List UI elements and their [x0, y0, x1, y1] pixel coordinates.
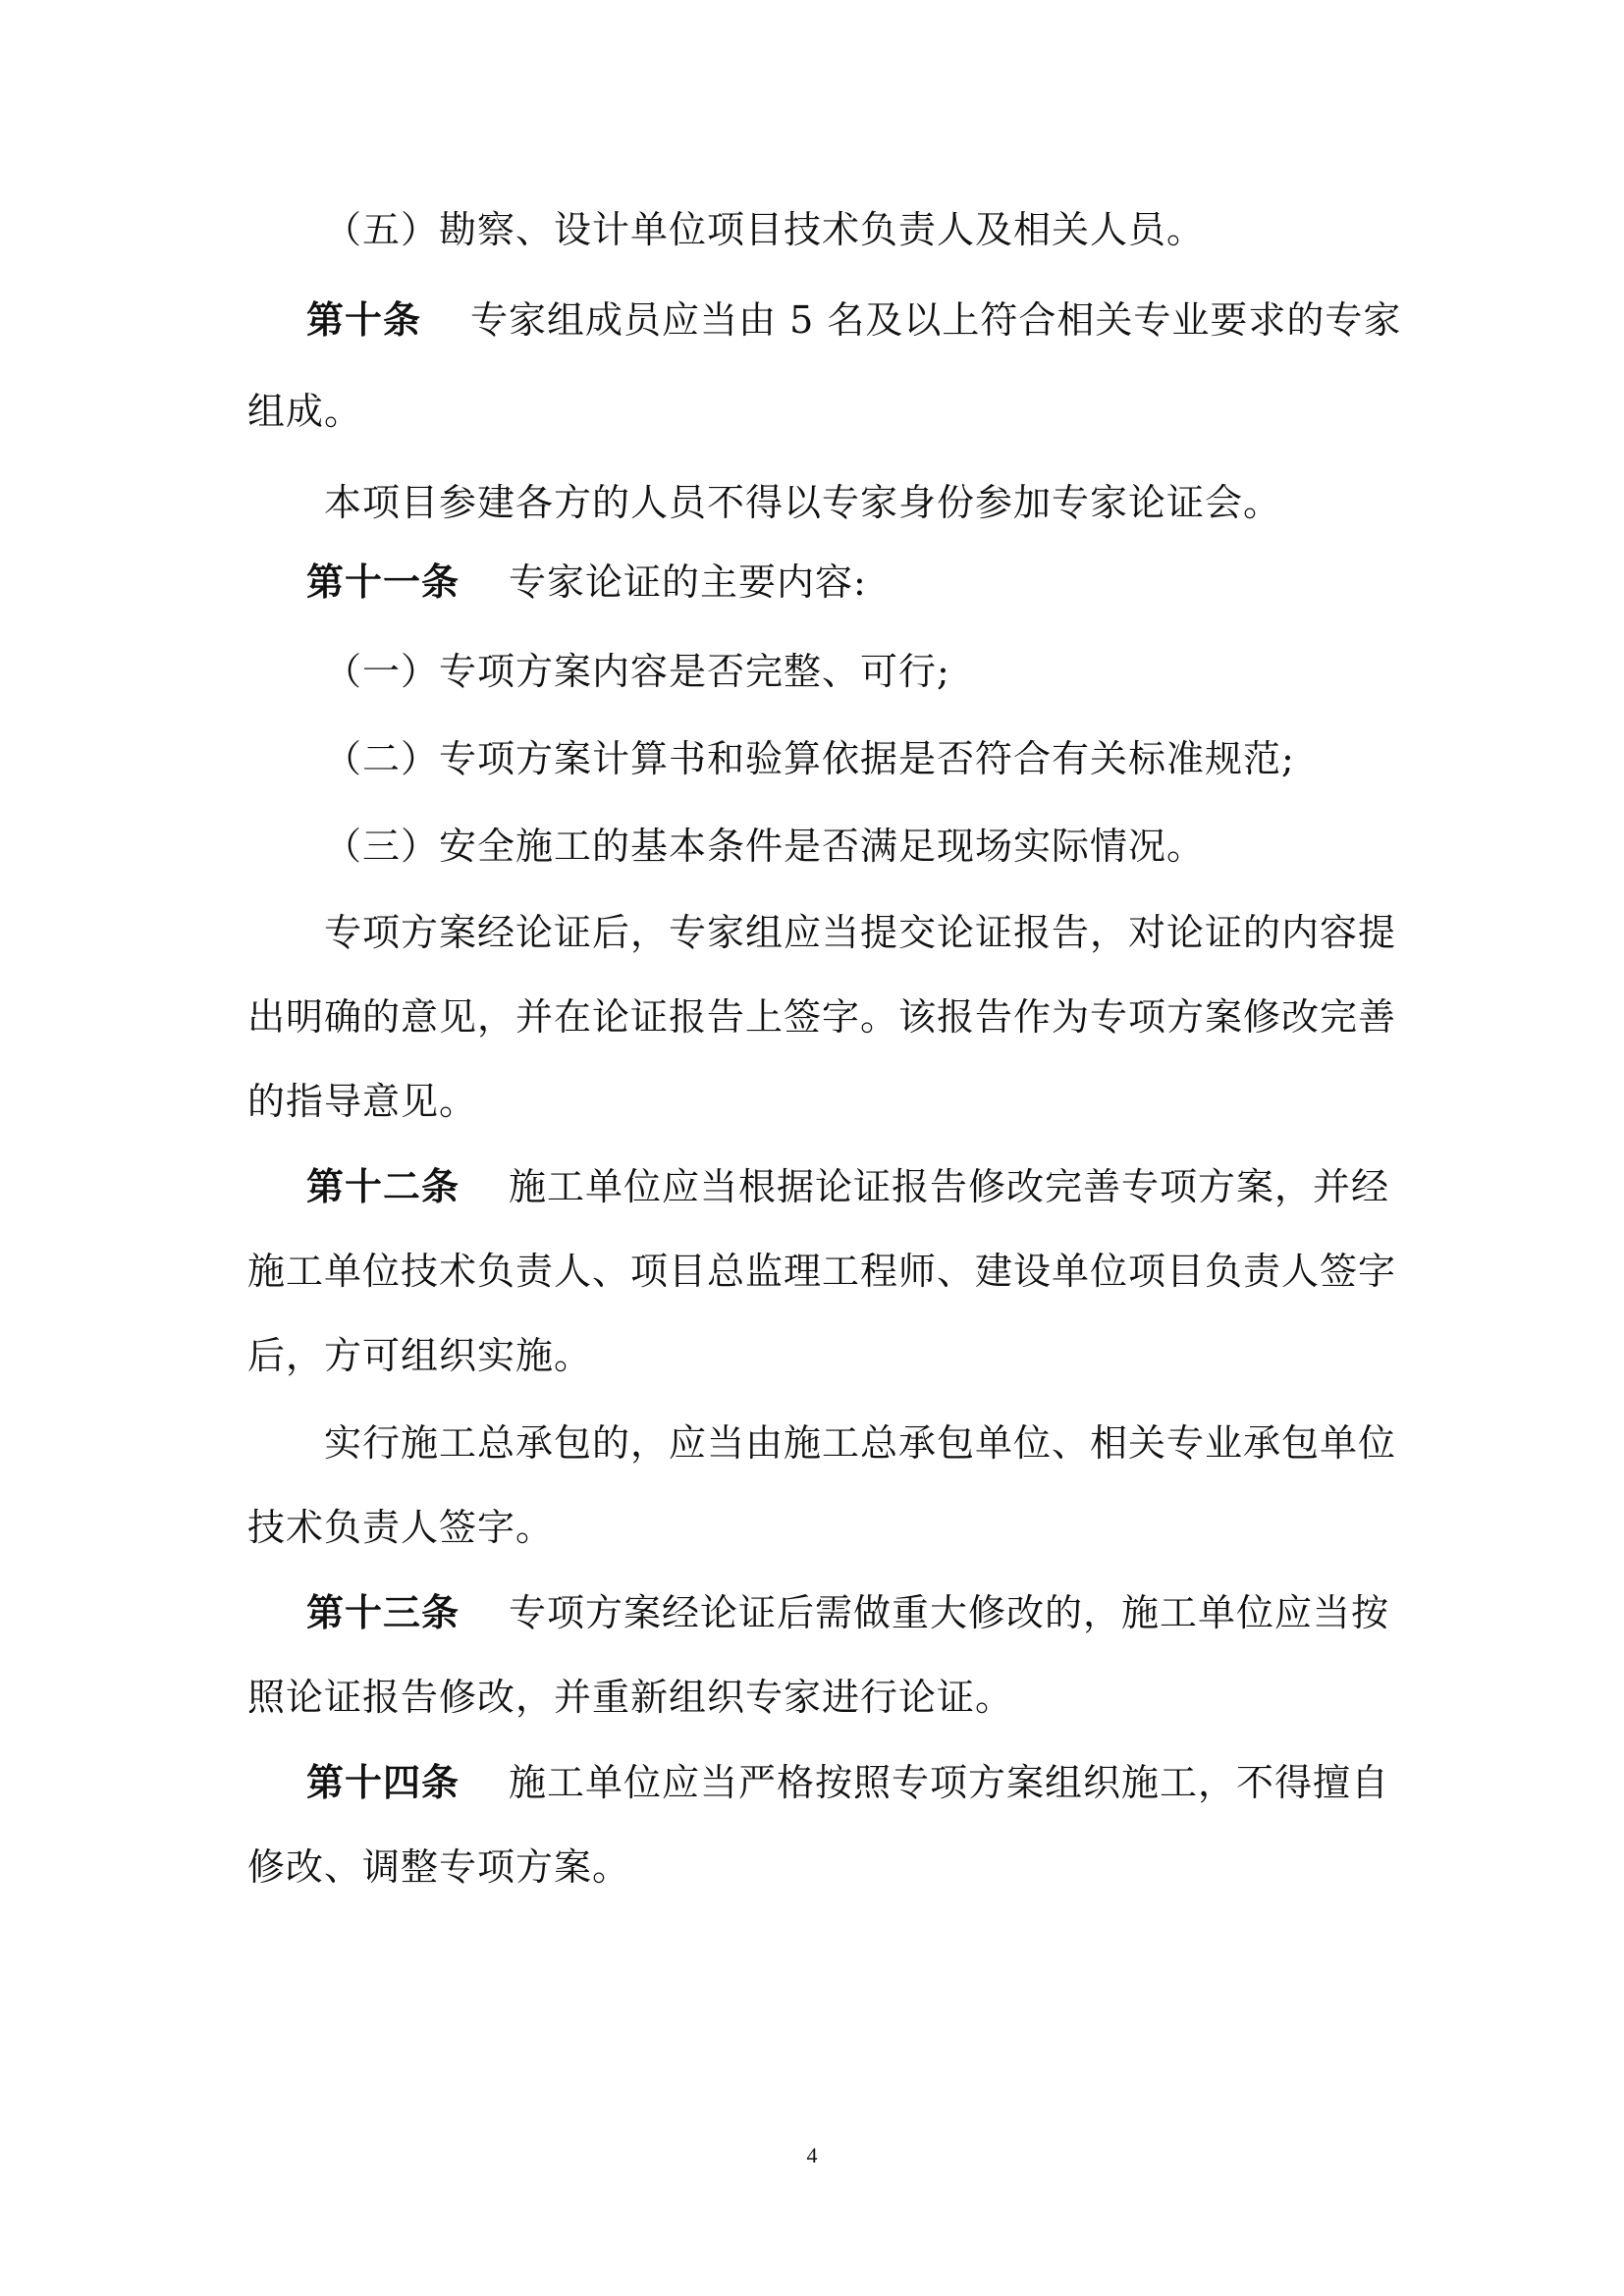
article-13-line [306, 1589, 1390, 1636]
page-number: 4 [806, 2143, 818, 2167]
text-line: 组成。 [247, 390, 363, 433]
article-text: 施工单位应当严格按照专项方案组织施工，不得擅自 [509, 1761, 1390, 1804]
text-line: 后，方可组织实施。 [247, 1334, 593, 1377]
article-10-line [306, 296, 1402, 344]
article-heading: 第十四条 [306, 1761, 460, 1804]
article-14-line [306, 1759, 1390, 1806]
text-line: （五）勘察、设计单位项目技术负责人及相关人员。 [324, 208, 1206, 251]
text-line: 施工单位技术负责人、项目总监理工程师、建设单位项目负责人签字 [247, 1250, 1397, 1293]
article-12-line [306, 1163, 1390, 1210]
text-line: （三）安全施工的基本条件是否满足现场实际情况。 [324, 825, 1206, 868]
article-heading: 第十二条 [306, 1165, 460, 1208]
text-line: 修改、调整专项方案。 [247, 1845, 631, 1889]
article-text: 专家论证的主要内容: [509, 561, 867, 604]
article-heading: 第十三条 [306, 1591, 460, 1634]
text-line: 的指导意见。 [247, 1080, 478, 1123]
text-line: （二）专项方案计算书和验算依据是否符合有关标准规范; [324, 737, 1295, 780]
text-line: 出明确的意见，并在论证报告上签字。该报告作为专项方案修改完善 [247, 995, 1397, 1039]
text-line: （一）专项方案内容是否完整、可行; [324, 650, 950, 693]
text-line: 照论证报告修改，并重新组织专家进行论证。 [247, 1676, 1014, 1719]
article-text: 专家组成员应当由 5 名及以上符合相关专业要求的专家 [470, 298, 1402, 342]
article-11-line [306, 559, 867, 606]
article-text: 专项方案经论证后需做重大修改的，施工单位应当按 [509, 1591, 1390, 1634]
article-heading: 第十一条 [306, 561, 460, 604]
article-heading: 第十条 [306, 298, 422, 342]
text-line: 本项目参建各方的人员不得以专家身份参加专家论证会。 [324, 481, 1282, 524]
article-text: 施工单位应当根据论证报告修改完善专项方案，并经 [509, 1165, 1390, 1208]
text-line: 实行施工总承包的，应当由施工总承包单位、相关专业承包单位 [324, 1421, 1397, 1465]
text-line: 技术负责人签字。 [247, 1506, 555, 1549]
text-line: 专项方案经论证后，专家组应当提交论证报告，对论证的内容提 [324, 911, 1397, 954]
